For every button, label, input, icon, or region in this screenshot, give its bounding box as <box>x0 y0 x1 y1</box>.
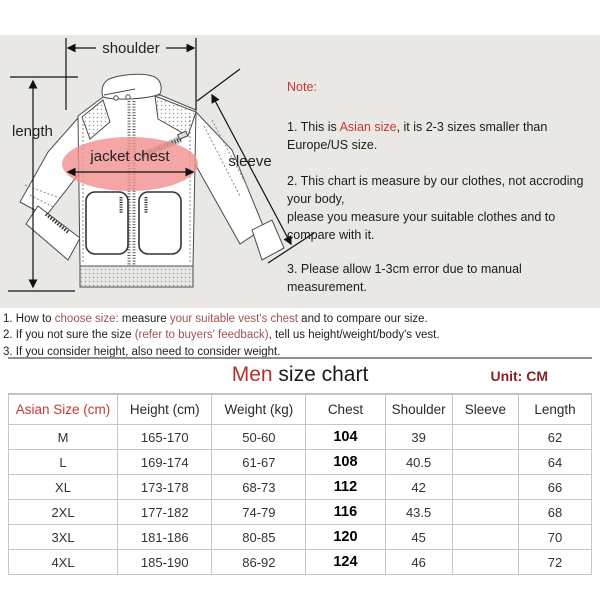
plain-text: 1. This is <box>287 120 340 134</box>
shoulder-label: shoulder <box>102 40 160 57</box>
table-row <box>9 450 592 475</box>
column-header: Shoulder <box>385 395 452 425</box>
table-cell: M <box>9 425 118 450</box>
table-cell: 120 <box>306 525 385 550</box>
column-header: Weight (kg) <box>212 395 306 425</box>
table-cell: 116 <box>306 500 385 525</box>
left-cuff <box>26 206 80 260</box>
highlighted-text: (refer to buyers' feedback) <box>134 329 269 341</box>
note-item <box>287 118 590 154</box>
note-items <box>287 118 590 296</box>
collar <box>102 74 161 99</box>
note-item <box>287 260 590 296</box>
table-cell: 169-174 <box>118 450 212 475</box>
plain-text: 3. Please allow 1-3cm error due to manual measurement. <box>287 262 522 294</box>
table-cell <box>452 425 518 450</box>
table-cell: 70 <box>519 525 592 550</box>
plain-text: , tell us height/weight/body's vest. <box>268 329 440 341</box>
tips-list <box>3 311 563 360</box>
table-cell: 181-186 <box>118 525 212 550</box>
jacket-measurement-diagram <box>0 35 330 308</box>
table-cell <box>452 550 518 575</box>
table-cell: 177-182 <box>118 500 212 525</box>
table-cell: 68 <box>519 500 592 525</box>
sleeve-tick-top <box>197 69 240 101</box>
tip-item <box>3 327 563 343</box>
table-cell: L <box>9 450 118 475</box>
table-cell: 165-170 <box>118 425 212 450</box>
note-panel <box>287 80 590 296</box>
chart-title-rest: size chart <box>272 363 369 386</box>
table-body <box>9 425 592 575</box>
table-cell: 42 <box>385 475 452 500</box>
table-cell: 61-67 <box>212 450 306 475</box>
plain-text: and to compare our size. <box>297 313 428 325</box>
table-cell: 104 <box>306 425 385 450</box>
chart-title-men: Men <box>231 363 273 386</box>
right-sleeve <box>194 112 264 244</box>
tip-item <box>3 311 563 327</box>
table-cell <box>452 500 518 525</box>
table-cell: 3XL <box>9 525 118 550</box>
plain-text: 1. How to <box>3 313 55 325</box>
table-cell: 74-79 <box>212 500 306 525</box>
column-header: Chest <box>306 395 385 425</box>
highlighted-text: choose size: <box>54 313 119 325</box>
table-row <box>9 550 592 575</box>
table-cell: 40.5 <box>385 450 452 475</box>
length-label: length <box>12 123 53 140</box>
plain-text: measure <box>118 313 170 325</box>
note-item <box>287 172 590 244</box>
table-cell <box>452 475 518 500</box>
plain-text: , it is 2-3 sizes smaller than Europe/US size. <box>287 120 548 152</box>
highlighted-text: Asian size <box>339 120 397 134</box>
table-cell: 2XL <box>9 500 118 525</box>
table-cell: 185-190 <box>118 550 212 575</box>
table-cell: 45 <box>385 525 452 550</box>
table-cell: 108 <box>306 450 385 475</box>
table-cell: 124 <box>306 550 385 575</box>
table-cell: 86-92 <box>212 550 306 575</box>
right-pocket <box>139 192 181 254</box>
sleeve-label: sleeve <box>228 153 272 170</box>
table-cell: 4XL <box>9 550 118 575</box>
left-pocket <box>86 192 128 254</box>
table-cell <box>452 525 518 550</box>
column-header: Sleeve <box>452 395 518 425</box>
table-cell: 46 <box>385 550 452 575</box>
note-title: Note: <box>287 80 317 94</box>
table-cell: 62 <box>519 425 592 450</box>
chart-title-row <box>8 359 592 394</box>
highlighted-text: your suitable vest's chest <box>169 313 298 325</box>
table-cell: 50-60 <box>212 425 306 450</box>
table-cell: 112 <box>306 475 385 500</box>
table-cell: 66 <box>519 475 592 500</box>
table-row <box>9 425 592 450</box>
table-row <box>9 525 592 550</box>
plain-text: 2. If you not sure the size <box>3 329 135 341</box>
column-header: Asian Size (cm) <box>9 395 118 425</box>
table-cell: 64 <box>519 450 592 475</box>
size-table <box>8 394 592 575</box>
table-row <box>9 475 592 500</box>
unit-label: Unit: CM <box>490 368 548 384</box>
table-header-row <box>9 395 592 425</box>
table-cell: XL <box>9 475 118 500</box>
size-chart-section <box>8 357 592 575</box>
table-row <box>9 500 592 525</box>
table-cell: 68-73 <box>212 475 306 500</box>
hem-band <box>80 266 193 287</box>
table-cell: 80-85 <box>212 525 306 550</box>
table-cell: 39 <box>385 425 452 450</box>
table-cell: 173-178 <box>118 475 212 500</box>
table-cell <box>452 450 518 475</box>
jacket-chest-label: jacket chest <box>90 148 170 165</box>
plain-text: 2. This chart is measure by our clothes, not accroding your body, <box>287 174 584 206</box>
column-header: Length <box>519 395 592 425</box>
column-header: Height (cm) <box>118 395 212 425</box>
table-cell: 72 <box>519 550 592 575</box>
plain-text: 3. If you consider height, also need to consider weight. <box>3 346 281 358</box>
plain-text: please you measure your suitable clothes and to compare with it. <box>287 210 556 242</box>
table-cell: 43.5 <box>385 500 452 525</box>
